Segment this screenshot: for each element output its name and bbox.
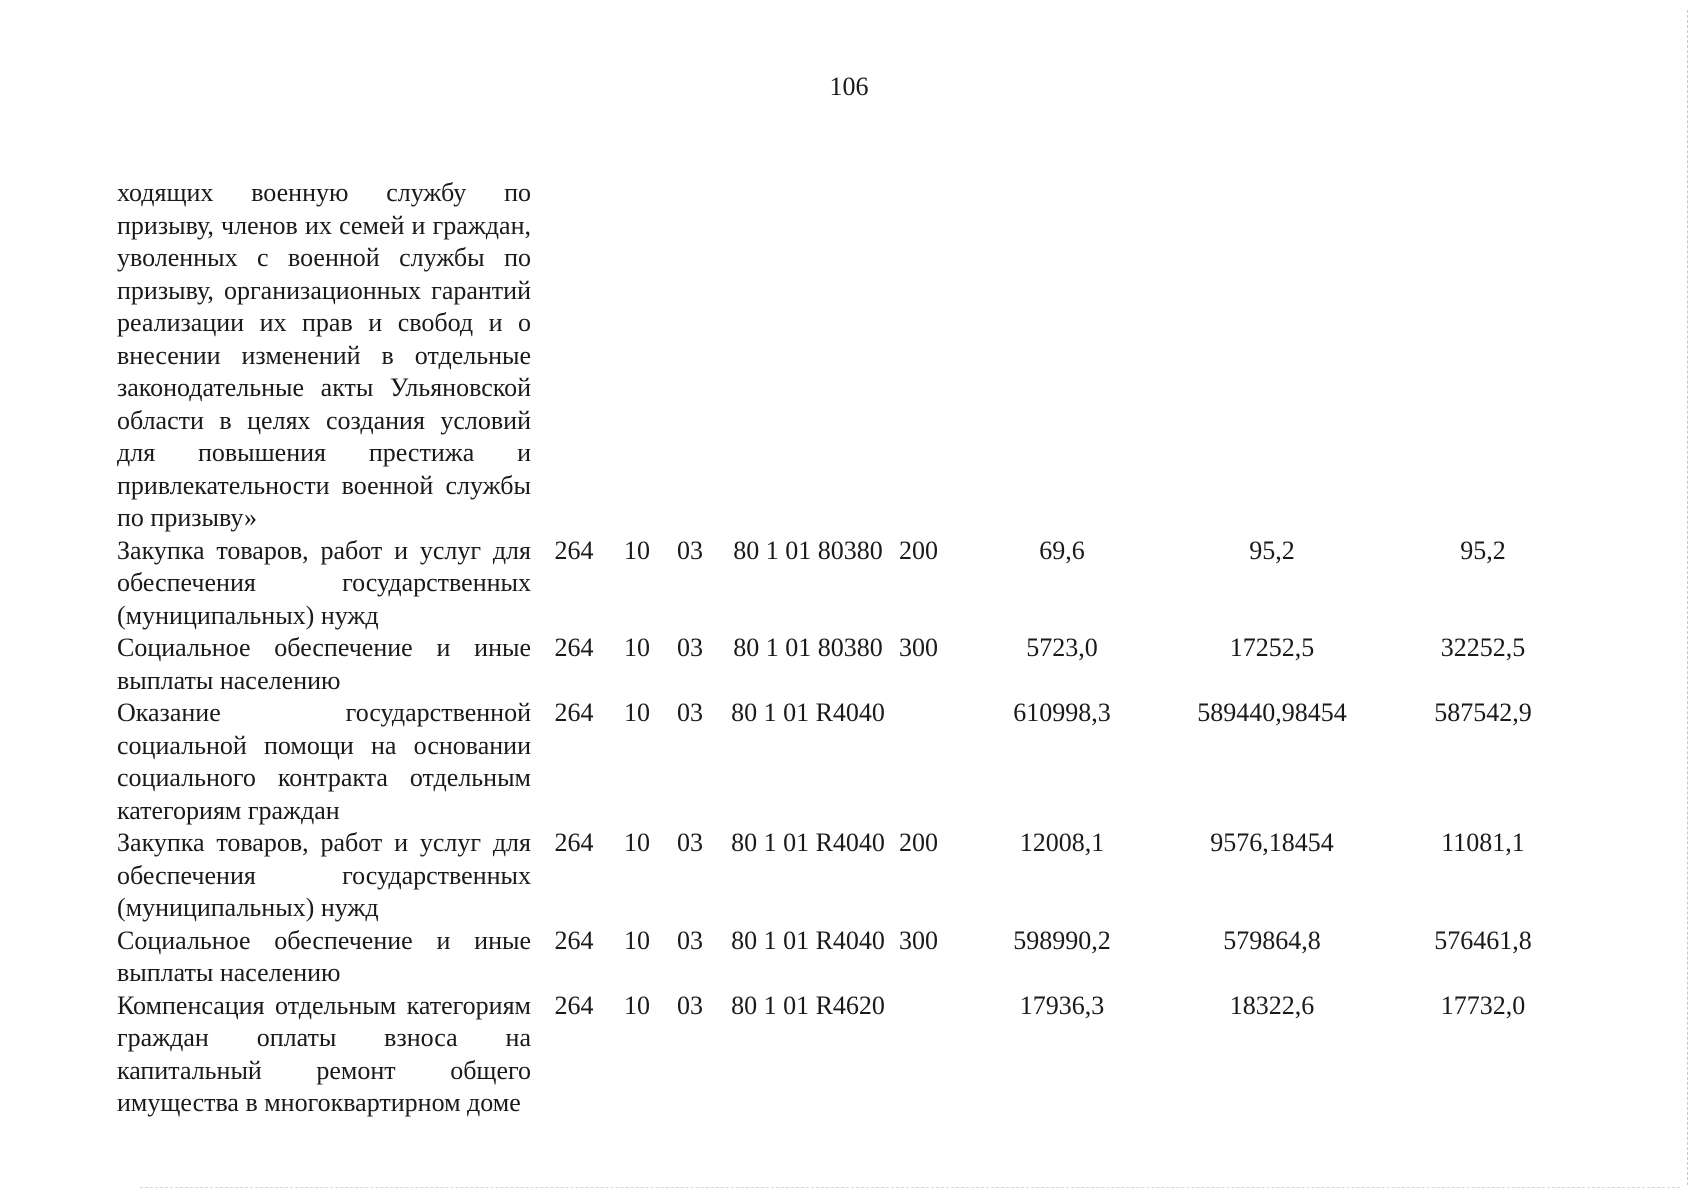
row-section-code: 10 xyxy=(624,990,650,1020)
row-name: Закупка товаров, работ и услуг для обеспечения государственных (муниципальных) нужд xyxy=(117,535,531,630)
row-name: Оказание государственной социальной помощи на основании социального контракта отдельным категориям граждан xyxy=(117,698,531,825)
row-subsection-code: 03 xyxy=(677,990,703,1020)
row-name: Компенсация отдельным категориям граждан оплаты взноса на капитальный ремонт общего имущества в многоквартирном доме xyxy=(117,990,531,1117)
row-target-article: 80 1 01 R4040 xyxy=(731,828,885,857)
row-subsection-code xyxy=(661,177,719,535)
row-amount-year-1: 5723,0 xyxy=(1026,633,1098,662)
page-number xyxy=(0,74,1698,100)
row-amount-year-1: 610998,3 xyxy=(1013,698,1111,727)
row-subsection-code: 03 xyxy=(677,698,703,727)
row-expense-kind: 300 xyxy=(899,925,938,955)
row-amount-year-1: 69,6 xyxy=(1039,535,1085,565)
budget-table xyxy=(117,177,1589,1120)
row-amount-year-1 xyxy=(957,177,1167,535)
row-expense-kind: 300 xyxy=(899,633,938,662)
row-section-code: 10 xyxy=(624,535,650,565)
row-amount-year-3: 576461,8 xyxy=(1434,925,1532,955)
table-row xyxy=(117,827,1589,925)
row-admin-code: 264 xyxy=(554,828,594,857)
row-section-code: 10 xyxy=(624,698,650,727)
row-admin-code xyxy=(531,177,613,535)
row-section-code xyxy=(613,177,661,535)
row-amount-year-2: 9576,18454 xyxy=(1210,828,1334,857)
scan-edge-right xyxy=(1685,10,1688,1185)
row-amount-year-2: 579864,8 xyxy=(1223,925,1321,955)
row-target-article: 80 1 01 R4040 xyxy=(731,925,885,955)
row-section-code: 10 xyxy=(624,925,650,955)
row-amount-year-3 xyxy=(1377,177,1589,535)
row-amount-year-3: 32252,5 xyxy=(1440,633,1526,662)
row-expense-kind xyxy=(897,697,957,827)
row-amount-year-2: 18322,6 xyxy=(1229,990,1315,1020)
row-amount-year-3: 587542,9 xyxy=(1434,698,1532,727)
row-target-article xyxy=(719,177,897,535)
row-amount-year-1: 17936,3 xyxy=(1019,990,1105,1020)
row-amount-year-3: 11081,1 xyxy=(1441,828,1525,857)
row-name: Социальное обеспечение и иные выплаты населению xyxy=(117,925,531,987)
row-admin-code: 264 xyxy=(554,633,594,662)
row-amount-year-1: 12008,1 xyxy=(1019,828,1105,857)
table-row xyxy=(117,925,1589,990)
row-amount-year-3: 95,2 xyxy=(1460,535,1506,565)
row-amount-year-2: 589440,98454 xyxy=(1197,698,1347,727)
row-target-article: 80 1 01 R4620 xyxy=(731,990,885,1020)
row-name: ходящих военную службу по призыву, членов их семей и граждан, уволенных с военной службы по призыву, организационных гарантий реализации их прав и свобод и о внесении изменений в отдельные законодательные акты Ульяновской области в целях создания условий для повышения престижа и привлекательности военной службы по призыву» xyxy=(117,178,531,532)
table-row xyxy=(117,697,1589,827)
row-admin-code: 264 xyxy=(554,535,594,565)
row-expense-kind xyxy=(897,177,957,535)
scan-edge-bottom xyxy=(140,1187,1680,1188)
budget-table-body xyxy=(117,177,1589,1120)
row-amount-year-2: 17252,5 xyxy=(1229,633,1315,662)
row-name: Социальное обеспечение и иные выплаты населению xyxy=(117,633,531,695)
row-amount-year-2: 95,2 xyxy=(1249,535,1295,565)
row-subsection-code: 03 xyxy=(677,828,703,857)
row-subsection-code: 03 xyxy=(677,633,703,662)
table-row xyxy=(117,632,1589,697)
row-target-article: 80 1 01 R4040 xyxy=(731,698,885,727)
row-expense-kind xyxy=(897,990,957,1120)
row-amount-year-1: 598990,2 xyxy=(1013,925,1111,955)
row-subsection-code: 03 xyxy=(677,925,703,955)
table-row xyxy=(117,535,1589,633)
table-row xyxy=(117,177,1589,535)
row-target-article: 80 1 01 80380 xyxy=(733,535,883,565)
row-expense-kind: 200 xyxy=(899,828,938,857)
row-expense-kind: 200 xyxy=(899,535,938,565)
page-number-text: 106 xyxy=(829,72,869,101)
row-amount-year-3: 17732,0 xyxy=(1440,990,1526,1020)
row-section-code: 10 xyxy=(624,828,650,857)
row-subsection-code: 03 xyxy=(677,535,703,565)
row-target-article: 80 1 01 80380 xyxy=(733,633,883,662)
table-row xyxy=(117,990,1589,1120)
row-admin-code: 264 xyxy=(554,698,594,727)
row-admin-code: 264 xyxy=(554,990,594,1020)
row-amount-year-2 xyxy=(1167,177,1377,535)
row-name: Закупка товаров, работ и услуг для обеспечения государственных (муниципальных) нужд xyxy=(117,828,531,922)
row-admin-code: 264 xyxy=(554,925,594,955)
row-section-code: 10 xyxy=(624,633,650,662)
